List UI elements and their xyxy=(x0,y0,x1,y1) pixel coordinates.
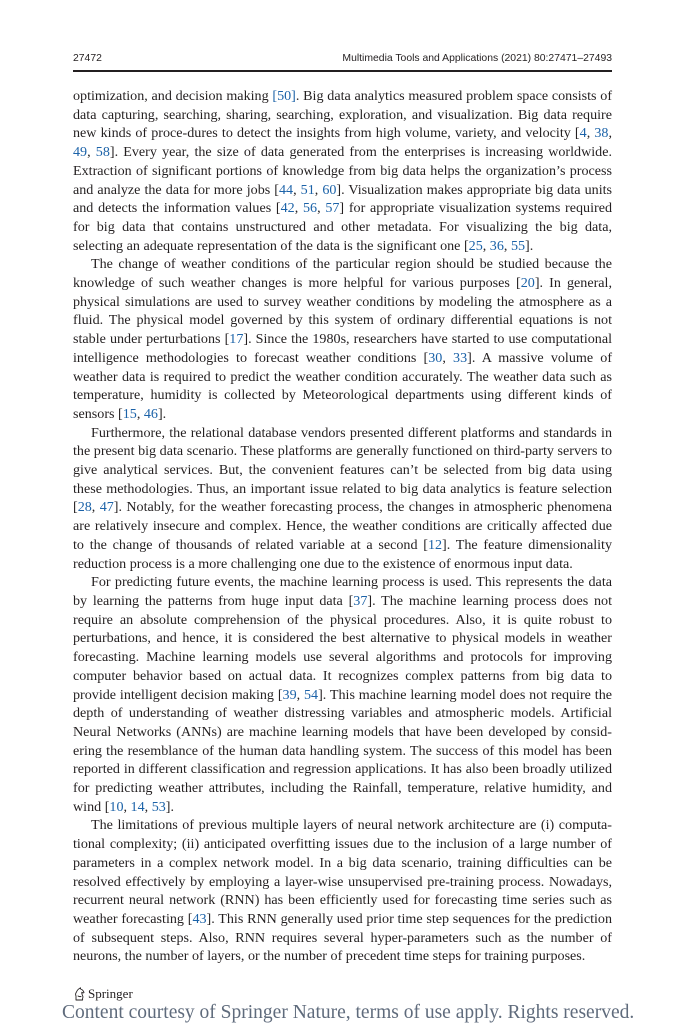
paragraph-text: , xyxy=(317,200,326,217)
courtesy-notice: Content courtesy of Springer Nature, terms of use apply. Rights reserved. xyxy=(62,1002,635,1023)
paragraph-text: ]. A massive volume of weather data is required to predict the weather condition accurately. The weather data such as temperature, humidity is collected by Meteorological departments using different kinds of sensors [ xyxy=(73,349,613,422)
citation-link[interactable]: 20 xyxy=(520,275,535,292)
citation-link[interactable]: 56 xyxy=(302,200,318,217)
citation-link[interactable]: 46 xyxy=(143,405,158,422)
paragraph-text: , xyxy=(293,181,301,198)
paragraph-text: , xyxy=(314,181,323,198)
paragraph-text: The change of weather conditions of the particular region should be studied because the knowledge of such weather changes is more helpful for various purposes [ xyxy=(73,256,612,292)
body-paragraph xyxy=(73,424,612,574)
publisher-name: Springer xyxy=(88,986,133,1001)
citation-link[interactable]: 57 xyxy=(325,200,340,217)
paragraph-text: ]. This machine learning model does not require the depth of understanding of weather distressing variables and atmospheric models. Artificial Neural Networks (ANNs) are machine learning models that have been developed by consid-ering the resemblance of the human data handling system. The success of this model has been reported in different classification and regression applications. It has also been broadly utilized for predicting weather attributes, including the Rainfall, temperature, relative humidity, and wind [ xyxy=(73,686,612,815)
body-paragraph xyxy=(73,87,612,255)
body-paragraph xyxy=(73,573,612,816)
journal-citation: Multimedia Tools and Applications (2021) 80:27471–27493 xyxy=(342,53,612,64)
paragraph-text: ]. xyxy=(165,798,174,815)
paragraph-text: , xyxy=(586,125,595,142)
citation-link[interactable]: [50] xyxy=(272,88,296,104)
citation-link[interactable]: 60 xyxy=(322,181,337,198)
article-body xyxy=(73,87,612,966)
paragraph-text: , xyxy=(608,125,612,142)
citation-link[interactable]: 14 xyxy=(130,798,145,815)
paragraph-text: , xyxy=(296,686,304,703)
paragraph-text: , xyxy=(144,798,152,815)
citation-link[interactable]: 33 xyxy=(453,349,468,366)
paragraph-text: ]. Visualization makes appropriate big data units and detects the information values [ xyxy=(73,181,613,217)
citation-link[interactable]: 17 xyxy=(229,331,244,348)
citation-link[interactable]: 39 xyxy=(282,686,297,703)
paragraph-text: ]. This RNN generally used prior time step sequences for the prediction of subsequent steps. Also, RNN requires several hyper-parameters such as the number of neurons, the number of layers, or the number of precedent time steps for training purposes. xyxy=(73,910,613,965)
body-paragraph xyxy=(73,255,612,423)
paragraph-text: , xyxy=(123,798,131,815)
citation-link[interactable]: 53 xyxy=(151,798,166,815)
paragraph-text: , xyxy=(294,200,303,217)
citation-link[interactable]: 54 xyxy=(304,686,319,703)
citation-link[interactable]: 42 xyxy=(280,200,295,217)
paragraph-text: , xyxy=(91,499,100,516)
paragraph-text: . Big data analytics measured problem space consists of data capturing, searching, sharing, searching, exploration, and visualization. Big data require new kinds of proce-dures to detect the insights from high volume, variety, and velocity [ xyxy=(73,88,613,142)
running-header xyxy=(73,52,612,72)
citation-link[interactable]: 4 xyxy=(579,125,587,142)
paragraph-text: optimization, and decision making xyxy=(73,88,273,104)
citation-link[interactable]: 51 xyxy=(300,181,315,198)
paragraph-text: Furthermore, the relational database vendors presented different platforms and standards in the present big data scenario. These platforms are generally functioned on third-party servers to give analytical services. But, the convenient features can’t be selected from big data using these methodologies. Thus, an important issue related to big data analytics is feature selection [ xyxy=(73,424,612,516)
citation-link[interactable]: 47 xyxy=(99,499,114,516)
paragraph-text: ]. Every year, the size of data generated from the enterprises is increasing worldwide. Extraction of significant portions of knowledge from big data helps the organization’s process and analyze the data for more jobs [ xyxy=(73,144,613,198)
springer-horse-icon xyxy=(73,987,85,1001)
citation-link[interactable]: 44 xyxy=(278,181,294,198)
header-rule xyxy=(73,70,612,72)
publisher-logo xyxy=(73,986,133,1002)
paragraph-text: For predicting future events, the machine learning process is used. This represents the data by learning the patterns from huge input data [ xyxy=(73,574,612,609)
paragraph-text: , xyxy=(87,144,96,161)
citation-link[interactable]: 36 xyxy=(489,237,504,254)
citation-link[interactable]: 43 xyxy=(192,910,207,927)
citation-link[interactable]: 58 xyxy=(95,144,110,161)
paragraph-text: ]. The machine learning process does not require an absolute comprehension of the physical procedures. Also, it is quite robust to perturbations, and hence, it is considered the best alternative to physical models in weather forecasting. Machine learning models use several algorithms and protocols for improving computer behavior based on actual data. It recognizes complex patterns from big data to provide intelligent decision making [ xyxy=(73,592,612,703)
citation-link[interactable]: 37 xyxy=(353,592,368,609)
citation-link[interactable]: 12 xyxy=(427,536,443,553)
citation-link[interactable]: 30 xyxy=(428,349,443,366)
paragraph-text: , xyxy=(503,237,511,254)
citation-link[interactable]: 49 xyxy=(73,144,88,161)
body-paragraph xyxy=(73,816,612,966)
paragraph-text: , xyxy=(136,405,144,422)
paragraph-text: ]. The feature dimensionality reduction process is a more challenging one due to the existence of enormous input data. xyxy=(73,536,612,572)
citation-link[interactable]: 10 xyxy=(109,798,124,815)
paragraph-text: ]. xyxy=(525,237,534,254)
paragraph-text: ]. Since the 1980s, researchers have started to use computational intelligence methodologies to forecast weather conditions [ xyxy=(73,331,613,366)
paragraph-text: The limitations of previous multiple layers of neural network architecture are (i) computa-tional complexity; (ii) anticipated overfitting issues due to the inclusion of a large number of parameters in a complex network model. In a big data scenario, training difficulties can be resolved effectively by employing a layer-wise unsupervised pre-training process. Nowadays, recurrent neural network (RNN) has been efficiently used for forecasting time series such as weather forecasting [ xyxy=(73,817,612,927)
paragraph-text: ] for appropriate visualization systems required for big data that contains unstructured and other metadata. For visualizing the big data, selecting an adequate representation of the data is the significant one [ xyxy=(73,200,612,254)
page-number: 27472 xyxy=(73,53,102,64)
paragraph-text: , xyxy=(442,349,454,366)
paragraph-text: ]. xyxy=(157,405,167,422)
citation-link[interactable]: 15 xyxy=(122,405,137,422)
citation-link[interactable]: 25 xyxy=(468,237,483,254)
paragraph-text: ]. Notably, for the weather forecasting process, the changes in atmospheric phenomena are relatively insecure and complex. Hence, the weather conditions are critically affected due to the change of thousands of related variable at a second [ xyxy=(73,499,613,553)
citation-link[interactable]: 28 xyxy=(77,499,92,516)
paragraph-text: , xyxy=(482,237,490,254)
paragraph-text: ]. In general, physical simulations are used to survey weather conditions by modeling the atmosphere as a fluid. The physical model governed by this system of ordinary differential equations is not stable under perturbations [ xyxy=(73,275,612,348)
citation-link[interactable]: 55 xyxy=(510,237,526,254)
citation-link[interactable]: 38 xyxy=(594,125,609,142)
